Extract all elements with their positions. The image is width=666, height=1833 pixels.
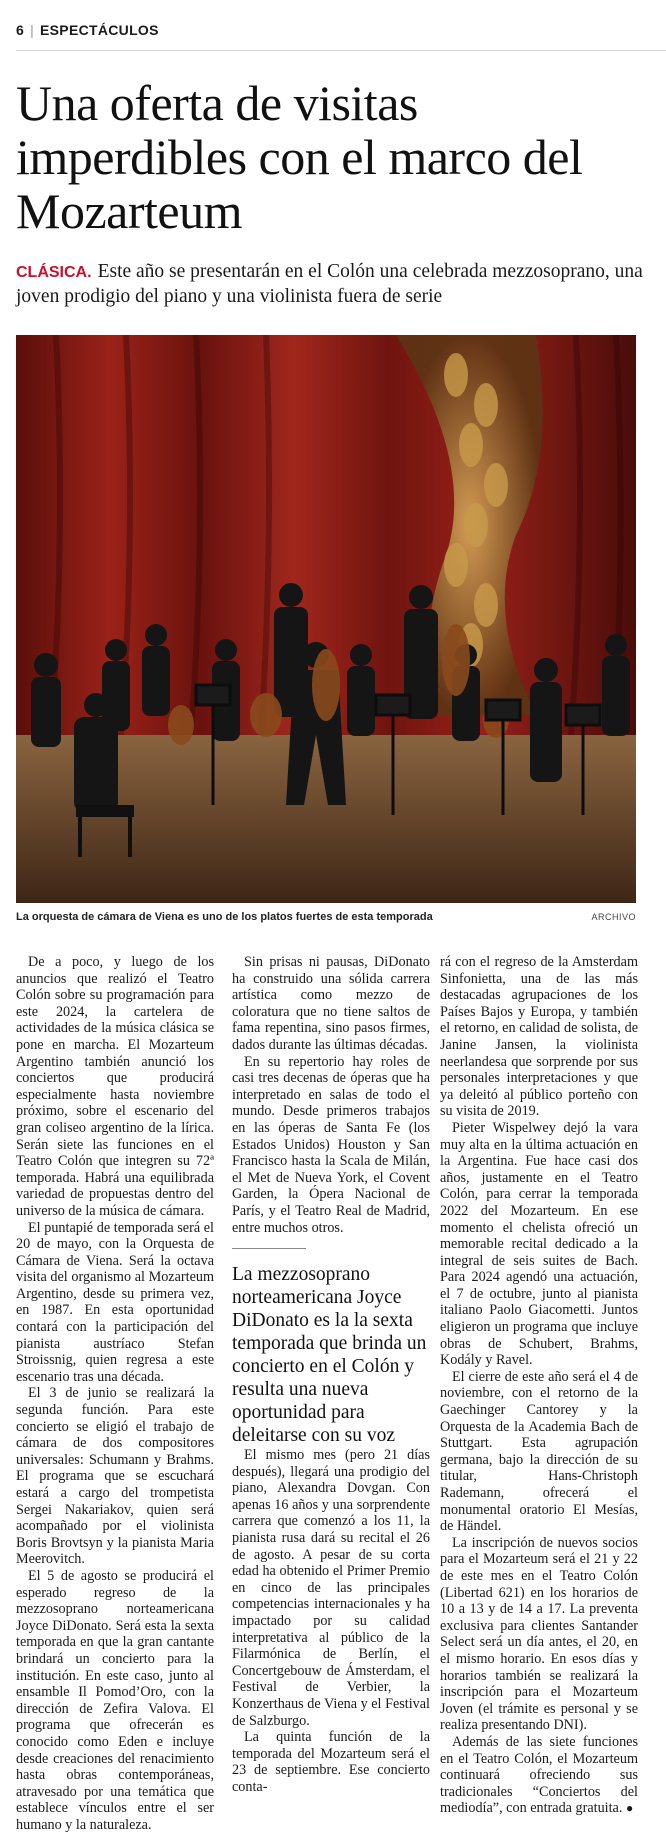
paragraph: El 5 de agosto se producirá el esperado regreso de la mezzosoprano norteamericana Joyce DiDonato. Será esta la sexta temporada en que la gran cantante brindará un concierto para la institución. En este caso, junto al ensamble Il Pomod’Oro, con la dirección de Zefira Valova. El programa que ofrecerán es conocido como Eden e incluye desde creaciones del renacimiento hasta obras contemporáneas, atravesado por una temática que establece vínculos entre el ser humano y la naturaleza.	[16, 1567, 214, 1833]
paragraph: El puntapié de temporada será el 20 de mayo, con la Orquesta de Cámara de Viena. Será la octava visita del organismo al Mozarteum Argentino, desde su primera vez, en 1987. En esta oportunidad contará con la participación del pianista austríaco Stefan Stroissnig, quien regresa a este escenario tras una década.	[16, 1219, 214, 1385]
deck-kicker: CLÁSICA.	[16, 264, 92, 281]
paragraph	[440, 1734, 638, 1817]
header-separator: |	[30, 22, 35, 38]
paragraph: Sin prisas ni pausas, DiDonato ha construido una sólida carrera artística como mezzo de coloratura que no tiene saltos de fama repentina, sino pasos firmes, dados durante las últimas décadas.	[232, 954, 430, 1053]
paragraph: El mismo mes (pero 21 días después), llegará una prodigio del piano, Alexandra Dovgan. Con apenas 16 años y una sorprendente carrera que comenzó a los 11, la pianista rusa dará su recital el 26 de agosto. A pesar de su corta edad ha obtenido el Primer Premio en cinco de las principales competencias internacionales y ha impactado por su calidad interpretativa al público de la Filarmónica de Berlín, el Concertgebouw de Ámsterdam, el Festival de Verbier, la Konzerthaus de Viena y el Festival de Salzburgo.	[232, 1447, 430, 1729]
headline: Una oferta de visitas imperdibles con el marco del Mozarteum	[16, 75, 583, 239]
section-name: ESPECTÁCULOS	[40, 22, 159, 38]
paragraph: Pieter Wispelwey dejó la vara muy alta en la última actuación en la Argentina. Fue hace casi dos años, justamente en el Teatro Colón, para cerrar la temporada 2022 del Mozarteum. En ese momento el chelista ofreció un memorable recital dedicado a la integral de seis suites de Bach. Para 2024 agendó una actuación, el 7 de octubre, junto al pianista italiano Paolo Giacometti. Juntos eligieron un programa que incluye obras de Schubert, Brahms, Kodály y Ravel.	[440, 1119, 638, 1369]
paragraph-text: Además de las siete funciones en el Teatro Colón, el Mozarteum continuará ofreciendo sus tradicionales “Conciertos del mediodía”, con entrada gratuita.	[440, 1733, 638, 1817]
pull-quote-rule	[232, 1248, 306, 1249]
article-column-3	[440, 954, 638, 1817]
section-header	[16, 22, 159, 38]
paragraph: La inscripción de nuevos socios para el Mozarteum será el 21 y 22 de este mes en el Teatro Colón (Libertad 621) en los horarios de 10 a 13 y de 14 a 17. La preventa exclusiva para clientes Santander Select será un día antes, el 20, en el mismo horario. En esos días y horarios también se realizará la inscripción para el Mozarteum Joven (el trámite es personal y se realiza presentando DNI).	[440, 1534, 638, 1734]
paragraph: En su repertorio hay roles de casi tres decenas de óperas que ha interpretado en salas de todo el mundo. Desde primeros trabajos en las óperas de Santa Fe (los Estados Unidos) Houston y San Francisco hasta la Scala de Milán, el Met de Nueva York, el Covent Garden, la Ópera Nacional de París, y el Teatro Real de Madrid, entre muchos otros.	[232, 1053, 430, 1236]
paragraph: De a poco, y luego de los anuncios que realizó el Teatro Colón sobre su programación para este 2024, la cartelera de actividades de la música clásica se pone en marcha. El Mozarteum Argentino también anunció los conciertos que producirá especialmente hasta noviembre próximo, sobre el escenario del gran coliseo argentino de la lírica. Serán siete las funciones en el Teatro Colón que integren su 72ª temporada. Habrá una equilibrada variedad de propuestas dentro del universo de la música de cámara.	[16, 954, 214, 1219]
header-rule	[16, 50, 666, 51]
orchestra-illustration	[16, 335, 636, 903]
paragraph: rá con el regreso de la Amsterdam Sinfonietta, una de las más destacadas agrupaciones de los Países Bajos y Europa, y también el retorno, en calidad de solista, de Janine Jansen, la violinista neerlandesa que sorprende por sus personales interpretaciones y que ya deleitó al público porteño con su visita de 2019.	[440, 954, 638, 1120]
pull-quote: La mezzosoprano norteamericana Joyce DiDonato es la la sexta temporada que brinda un concierto en el Colón y resulta una nueva oportunidad para deleitarse con su voz	[232, 1264, 427, 1447]
paragraph: El 3 de junio se realizará la segunda función. Para este concierto se eligió el trabajo de cámara de dos compositores universales: Schumann y Brahms. El programa que se escuchará estará a cargo del trompetista Sergei Nakariakov, quien será acompañado por el violinista Boris Brovtsyn y la pianista Maria Meerovitch.	[16, 1385, 214, 1568]
photo-caption: La orquesta de cámara de Viena es uno de los platos fuertes de esta temporada	[16, 911, 433, 923]
photo-credit: ARCHIVO	[591, 912, 636, 922]
end-mark: ●	[625, 1801, 634, 1816]
paragraph: La quinta función de la temporada del Mozarteum será el 23 de septiembre. Ese concierto conta-	[232, 1729, 430, 1795]
paragraph: El cierre de este año será el 4 de noviembre, con el retorno de la Gaechinger Cantorey y la Orquesta de la Academia Bach de Stuttgart. Esta agrupación germana, bajo la dirección de su titular, Hans-Christoph Rademann, ofrecerá el monumental oratorio El Mesías, de Händel.	[440, 1368, 638, 1535]
deck-text: Este año se presentarán en el Colón una celebrada mezzosoprano, una joven prodigio del piano y una violinista fuera de serie	[16, 261, 643, 307]
page-number: 6	[16, 22, 25, 38]
deck	[16, 260, 656, 309]
article-column-2	[232, 954, 430, 1796]
article-column-1	[16, 954, 214, 1833]
orchestra-photo	[16, 335, 636, 903]
